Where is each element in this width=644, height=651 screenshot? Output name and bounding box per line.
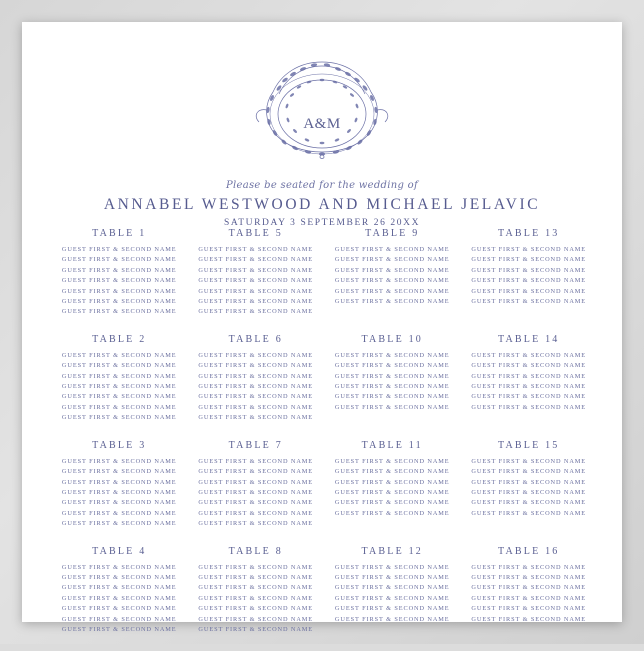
guest-name: GUEST FIRST & SECOND NAME	[198, 362, 314, 370]
table-block	[60, 334, 179, 424]
guest-name: GUEST FIRST & SECOND NAME	[198, 266, 314, 274]
guest-name: GUEST FIRST & SECOND NAME	[334, 488, 450, 496]
guest-name: GUEST FIRST & SECOND NAME	[61, 298, 177, 306]
guest-name: GUEST FIRST & SECOND NAME	[334, 246, 450, 253]
guest-name: GUEST FIRST & SECOND NAME	[61, 403, 177, 411]
guest-name: GUEST FIRST & SECOND NAME	[334, 256, 450, 264]
table-title: TABLE 10	[361, 333, 424, 345]
guest-name: GUEST FIRST & SECOND NAME	[198, 625, 314, 633]
guest-name: GUEST FIRST & SECOND NAME	[198, 468, 314, 476]
guest-name: GUEST FIRST & SECOND NAME	[334, 362, 450, 370]
guest-name: GUEST FIRST & SECOND NAME	[198, 246, 314, 253]
guest-name: GUEST FIRST & SECOND NAME	[334, 499, 450, 507]
table-title: TABLE 16	[497, 545, 560, 557]
guest-name: GUEST FIRST & SECOND NAME	[471, 615, 587, 623]
guest-name: GUEST FIRST & SECOND NAME	[61, 488, 177, 496]
guest-name: GUEST FIRST & SECOND NAME	[61, 478, 177, 486]
guest-name: GUEST FIRST & SECOND NAME	[198, 383, 314, 391]
guest-name: GUEST FIRST & SECOND NAME	[334, 266, 450, 274]
guest-name: GUEST FIRST & SECOND NAME	[471, 499, 587, 507]
guest-name: GUEST FIRST & SECOND NAME	[471, 573, 587, 581]
guest-name: GUEST FIRST & SECOND NAME	[334, 403, 450, 411]
table-title: TABLE 2	[92, 333, 147, 345]
guest-name: GUEST FIRST & SECOND NAME	[61, 509, 177, 517]
table-block	[60, 546, 179, 636]
guest-name: GUEST FIRST & SECOND NAME	[61, 266, 177, 274]
table-block	[470, 228, 589, 318]
guest-name: GUEST FIRST & SECOND NAME	[471, 563, 587, 571]
guest-name: GUEST FIRST & SECOND NAME	[61, 563, 177, 571]
table-title: TABLE 13	[497, 228, 560, 239]
table-title: TABLE 11	[361, 439, 423, 451]
guest-name: GUEST FIRST & SECOND NAME	[198, 584, 314, 592]
table-block	[60, 440, 179, 530]
guest-name: GUEST FIRST & SECOND NAME	[198, 372, 314, 380]
monogram-initials: A&M	[303, 116, 341, 132]
floral-wreath-crest	[22, 50, 622, 170]
table-block	[333, 546, 452, 636]
guest-name: GUEST FIRST & SECOND NAME	[471, 362, 587, 370]
guest-name: GUEST FIRST & SECOND NAME	[61, 256, 177, 264]
guest-name: GUEST FIRST & SECOND NAME	[198, 393, 314, 401]
guest-name: GUEST FIRST & SECOND NAME	[61, 308, 177, 316]
guest-name: GUEST FIRST & SECOND NAME	[61, 499, 177, 507]
table-title: TABLE 14	[497, 333, 560, 345]
guest-name: GUEST FIRST & SECOND NAME	[61, 414, 177, 422]
guest-name: GUEST FIRST & SECOND NAME	[198, 499, 314, 507]
wedding-date: SATURDAY 3 SEPTEMBER 26 20XX	[223, 218, 421, 228]
guest-name: GUEST FIRST & SECOND NAME	[471, 393, 587, 401]
table-title: TABLE 8	[228, 545, 283, 557]
guest-name: GUEST FIRST & SECOND NAME	[198, 414, 314, 422]
table-block	[197, 228, 316, 318]
guest-name: GUEST FIRST & SECOND NAME	[334, 573, 450, 581]
guest-name: GUEST FIRST & SECOND NAME	[471, 287, 587, 295]
guest-name: GUEST FIRST & SECOND NAME	[61, 277, 177, 285]
table-title: TABLE 12	[361, 545, 424, 557]
guest-name: GUEST FIRST & SECOND NAME	[61, 468, 177, 476]
guest-name: GUEST FIRST & SECOND NAME	[198, 573, 314, 581]
table-block	[60, 228, 179, 318]
table-block	[333, 440, 452, 530]
table-title: TABLE 1	[92, 228, 147, 239]
guest-name: GUEST FIRST & SECOND NAME	[198, 563, 314, 571]
guest-name: GUEST FIRST & SECOND NAME	[198, 298, 314, 306]
table-block	[333, 228, 452, 318]
guest-name: GUEST FIRST & SECOND NAME	[471, 403, 587, 411]
guest-name: GUEST FIRST & SECOND NAME	[61, 615, 177, 623]
guest-name: GUEST FIRST & SECOND NAME	[334, 468, 450, 476]
guest-name: GUEST FIRST & SECOND NAME	[198, 287, 314, 295]
guest-name: GUEST FIRST & SECOND NAME	[334, 287, 450, 295]
guest-name: GUEST FIRST & SECOND NAME	[61, 605, 177, 613]
wreath-icon	[237, 50, 407, 170]
guest-name: GUEST FIRST & SECOND NAME	[334, 372, 450, 380]
table-title: TABLE 4	[92, 545, 147, 557]
guest-name: GUEST FIRST & SECOND NAME	[61, 584, 177, 592]
guest-name: GUEST FIRST & SECOND NAME	[61, 457, 177, 465]
guest-name: GUEST FIRST & SECOND NAME	[61, 362, 177, 370]
guest-name: GUEST FIRST & SECOND NAME	[334, 478, 450, 486]
guest-name: GUEST FIRST & SECOND NAME	[471, 383, 587, 391]
table-block	[470, 440, 589, 530]
table-title: TABLE 15	[497, 439, 560, 451]
guest-name: GUEST FIRST & SECOND NAME	[61, 393, 177, 401]
guest-name: GUEST FIRST & SECOND NAME	[334, 393, 450, 401]
table-block	[197, 440, 316, 530]
guest-name: GUEST FIRST & SECOND NAME	[334, 563, 450, 571]
guest-name: GUEST FIRST & SECOND NAME	[61, 246, 177, 253]
table-title: TABLE 3	[92, 439, 147, 451]
guest-name: GUEST FIRST & SECOND NAME	[198, 457, 314, 465]
guest-name: GUEST FIRST & SECOND NAME	[334, 457, 450, 465]
guest-name: GUEST FIRST & SECOND NAME	[61, 351, 177, 359]
guest-name: GUEST FIRST & SECOND NAME	[471, 488, 587, 496]
guest-name: GUEST FIRST & SECOND NAME	[198, 594, 314, 602]
seating-chart-poster	[22, 22, 622, 633]
guest-name: GUEST FIRST & SECOND NAME	[61, 372, 177, 380]
table-block	[197, 334, 316, 424]
table-block	[197, 546, 316, 636]
couple-names: ANNABEL WESTWOOD AND MICHAEL JELAVIC	[103, 196, 541, 213]
guest-name: GUEST FIRST & SECOND NAME	[198, 478, 314, 486]
guest-name: GUEST FIRST & SECOND NAME	[471, 468, 587, 476]
guest-name: GUEST FIRST & SECOND NAME	[198, 351, 314, 359]
guest-name: GUEST FIRST & SECOND NAME	[471, 351, 587, 359]
guest-name: GUEST FIRST & SECOND NAME	[61, 594, 177, 602]
guest-name: GUEST FIRST & SECOND NAME	[198, 605, 314, 613]
guest-name: GUEST FIRST & SECOND NAME	[471, 372, 587, 380]
guest-name: GUEST FIRST & SECOND NAME	[61, 520, 177, 528]
guest-name: GUEST FIRST & SECOND NAME	[334, 594, 450, 602]
table-block	[470, 334, 589, 424]
guest-name: GUEST FIRST & SECOND NAME	[471, 478, 587, 486]
guest-name: GUEST FIRST & SECOND NAME	[334, 605, 450, 613]
invitation-script-line: Please be seated for the wedding of	[225, 180, 419, 191]
guest-name: GUEST FIRST & SECOND NAME	[471, 457, 587, 465]
guest-name: GUEST FIRST & SECOND NAME	[61, 573, 177, 581]
poster-header	[22, 180, 622, 228]
guest-name: GUEST FIRST & SECOND NAME	[471, 594, 587, 602]
guest-name: GUEST FIRST & SECOND NAME	[198, 308, 314, 316]
guest-name: GUEST FIRST & SECOND NAME	[471, 605, 587, 613]
guest-name: GUEST FIRST & SECOND NAME	[334, 351, 450, 359]
guest-name: GUEST FIRST & SECOND NAME	[471, 256, 587, 264]
guest-name: GUEST FIRST & SECOND NAME	[198, 488, 314, 496]
guest-name: GUEST FIRST & SECOND NAME	[198, 256, 314, 264]
guest-name: GUEST FIRST & SECOND NAME	[61, 383, 177, 391]
guest-name: GUEST FIRST & SECOND NAME	[198, 509, 314, 517]
guest-name: GUEST FIRST & SECOND NAME	[334, 615, 450, 623]
guest-name: GUEST FIRST & SECOND NAME	[471, 509, 587, 517]
guest-name: GUEST FIRST & SECOND NAME	[61, 287, 177, 295]
table-block	[333, 334, 452, 424]
table-title: TABLE 9	[365, 228, 420, 239]
guest-name: GUEST FIRST & SECOND NAME	[334, 277, 450, 285]
guest-name: GUEST FIRST & SECOND NAME	[198, 277, 314, 285]
guest-name: GUEST FIRST & SECOND NAME	[471, 266, 587, 274]
table-title: TABLE 5	[228, 228, 283, 239]
guest-name: GUEST FIRST & SECOND NAME	[198, 615, 314, 623]
guest-name: GUEST FIRST & SECOND NAME	[334, 584, 450, 592]
guest-name: GUEST FIRST & SECOND NAME	[471, 246, 587, 253]
guest-name: GUEST FIRST & SECOND NAME	[334, 383, 450, 391]
guest-name: GUEST FIRST & SECOND NAME	[61, 625, 177, 633]
table-title: TABLE 7	[228, 439, 283, 451]
table-block	[470, 546, 589, 636]
guest-name: GUEST FIRST & SECOND NAME	[334, 509, 450, 517]
guest-name: GUEST FIRST & SECOND NAME	[471, 277, 587, 285]
guest-name: GUEST FIRST & SECOND NAME	[471, 584, 587, 592]
guest-name: GUEST FIRST & SECOND NAME	[471, 298, 587, 306]
table-title: TABLE 6	[228, 333, 283, 345]
guest-name: GUEST FIRST & SECOND NAME	[198, 403, 314, 411]
guest-name: GUEST FIRST & SECOND NAME	[198, 520, 314, 528]
guest-name: GUEST FIRST & SECOND NAME	[334, 298, 450, 306]
seating-chart-grid	[60, 228, 588, 651]
